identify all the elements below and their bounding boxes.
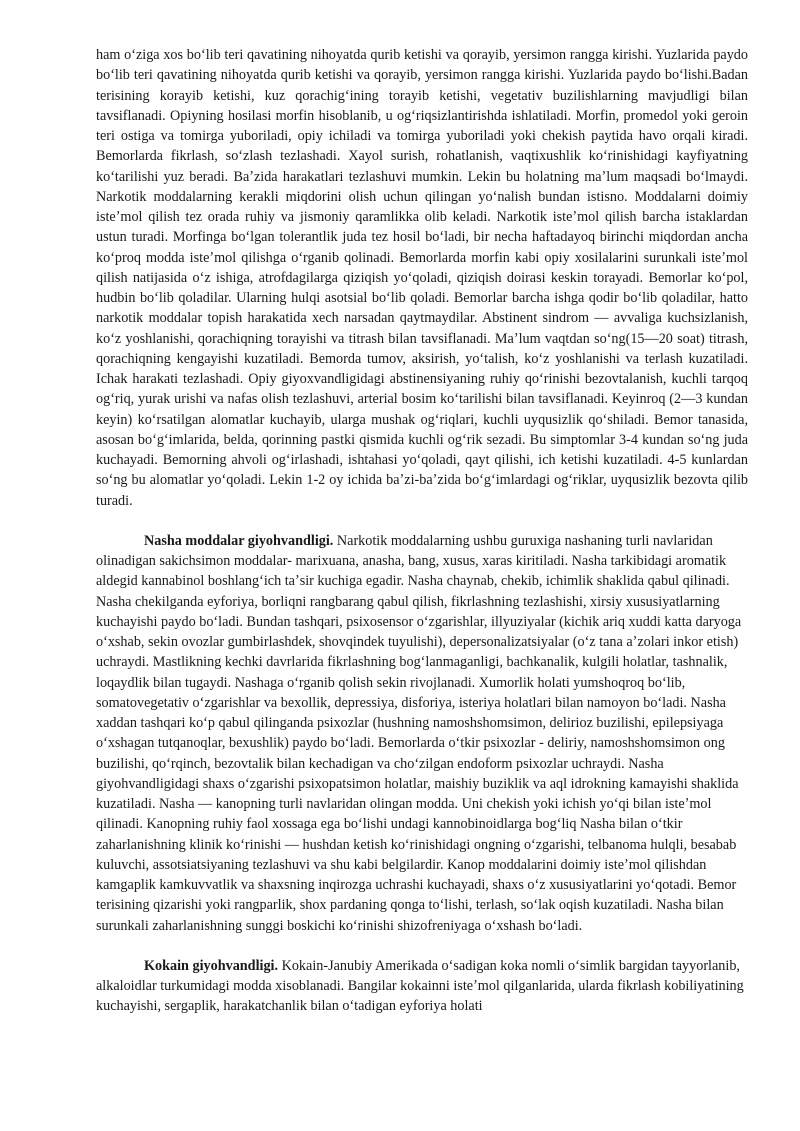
paragraph-gap [96,936,748,956]
nasha-paragraph [96,531,748,936]
kokain-paragraph [96,956,748,1017]
nasha-heading: Nasha moddalar giyohvandligi. [144,532,334,549]
opiy-paragraph-text: ham oʻziga xos boʻlib teri qavatining nihoyatda qurib ketishi va qorayib, yersimon rangga kirishi. Yuzlarida paydo boʻlib teri qavatining nihoyatda qurib ketishi va qorayib, yersimon rangga kirishi. Yuzlarida paydo boʻlishi.Badan terisining korayib ketishi, kuz qorachigʻining torayib ketishi, vegetativ buzilishlarning mavjudligi bilan tavsiflanadi. Opiyning hosilasi morfin hisoblanib, u ogʻriqsizlantirishda ishlatiladi. Morfin, promedol yoki geroin teri ostiga va tomirga yuboriladi, opiy ichiladi va tomirga yuboriladi yoki chekish paytida havo orqali kiradi. Bemorlarda fikrlash, soʻzlash tezlashadi. Xayol surish, rohatlanish, vaqtixushlik koʻrinishidagi kayfiyatning koʻtarilishi yuz beradi. Baʼzida harakatlari tezlashuvi mumkin. Lekin bu holatning maʼlum maqsadi boʻlmaydi. Narkotik moddalarning kerakli miqdorini olish uchun qilingan yoʻnalish bundan istisno. Moddalarni doimiy isteʼmol qilish tez orada ruhiy va jismoniy qaramlikka olib keladi. Narkotik isteʼmol qilish barcha istaklardan ustun turadi. Morfinga boʻlgan tolerantlik juda tez hosil boʻladi, bir necha haftadayoq birinchi miqdordan ancha koʻproq modda isteʼmol qilishga oʻrganib qolinadi. Bemorlarda morfin kabi opiy xosilalarini surunkali isteʼmol qilish natijasida oʻz ishiga, atrofdagilarga qiziqish yoʻqoladi, qiziqish doirasi keskin torayadi. Bemorlar koʻpol, hudbin boʻlib qoladilar. Ularning hulqi asotsial boʻlib qoladi. Bemorlar barcha ishga qodir boʻlib qoladilar, hatto narkotik moddalar topish harakatida xech narsadan qaytmaydilar. Abstinent sindrom — avvaliga kuchsizlanish, koʻz yoshlanishi, qorachiqning torayishi va titrash bilan tavsiflanadi. Maʼlum vaqtdan soʻng(15—20 soat) titrash, qorachiqning kengayishi kuzatiladi. Bemorda tumov, aksirish, yoʻtalish, koʻz yoshlanishi va terlash kuzatiladi. Ichak harakati tezlashadi. Opiy giyoxvandligidagi abstinensiyaning ruhiy qoʻrinishi bezovtalanish, kuchli tarqoq ogʻriq, yurak urishi va nafas olish tezlashuvi, arterial bosim koʻtarilishi bilan tavsiflanadi. Keyinroq (2—3 kundan keyin) koʻrsatilgan alomatlar kuchayib, ularga mushak ogʻriqlari, kuchli uyqusizlik qoʻshiladi. Bemor tanasida, asosan boʻgʻimlarida, belda, qorinning pastki qismida kuchli ogʻrik sezadi. Bu simptomlar 3-4 kundan soʻng juda kuchayadi. Bemorning ahvoli ogʻirlashadi, ishtahasi yoʻqoladi, qayt qilishi, ich ketishi kuzatiladi. 4-5 kunlardan soʻng bu alomatlar yoʻqoladi. Lekin 1-2 oy ichida baʼzi-baʼzida boʻgʻimlardagi ogʻriklar, uyqusizlik bezovta qilib turadi. [96,47,748,509]
paragraph-gap [96,511,748,531]
kokain-paragraph-text: Kokain-Janubiy Amerikada oʻsadigan koka nomli oʻsimlik bargidan tayyorlanib, alkaloidlar turkumidagi modda xisoblanadi. Bangilar kokainni isteʼmol qilganlarida, ularda fikrlash kobiliyatining kuchayishi, sergaplik, harakatchanlik bilan oʻtadigan eyforiya holati [96,957,744,1015]
opiy-paragraph [96,45,748,511]
nasha-paragraph-text: Narkotik moddalarning ushbu guruxiga nashaning turli navlaridan olinadigan sakichsimon moddalar- marixuana, anasha, bang, xusus, xaras kiritiladi. Nasha tarkibidagi aromatik aldegid kannabinol boshlangʻich taʼsir kuchiga egadir. Nasha chaynab, chekib, ichimlik shaklida qabul qilinadi. Nasha chekilganda eyforiya, borliqni rangbarang qabul qilish, fikrlashning tezlashishi, xirsiy xususiyatlarning kuchayishi paydo boʻladi. Bundan tashqari, psixosensor oʻzgarishlar, illyuziyalar (kichik ariq xuddi katta daryoga oʻxshab, sekin ovozlar gumbirlashdek, shovqindek tuyulishi), depersonalizatsiyalar (oʻz tana aʼzolari inkor etish) uchraydi. Mastlikning kechki davrlarida fikrlashning bogʻlanmaganligi, bachkanalik, kulgili holatlar, tashnalik, loqaydlik bilan tugaydi. Nashaga oʻrganib qolish sekin rivojlanadi. Xumorlik holati yumshoqroq boʻlib, somatovegetativ oʻzgarishlar va bexollik, depressiya, disforiya, isteriya holatlari bilan namoyon boʻladi. Nasha xaddan tashqari koʻp qabul qilinganda psixozlar (hushning namoshshomsimon, delirioz buzilishi, epilepsiyaga oʻxshagan tutqanoqlar, bexushlik) paydo boʻladi. Bemorlarda oʻtkir psixozlar - deliriy, namoshshomsimon ong buzilishi, qoʻrqinch, bezovtalik bilan kechadigan va choʻzilgan endoform psixozlar uchraydi. Nasha giyohvandligidagi shaxs oʻzgarishi psixopatsimon holatlar, maishiy buziklik va aql idrokning kamayishi shaklida kuzatiladi. Nasha — kanopning turli navlaridan olingan modda. Uni chekish yoki ichish yoʻqi bilan isteʼmol qilinadi. Kanopning ruhiy faol xossaga ega boʻlishi undagi kannobinoidlarga bogʻliq Nasha bilan oʻtkir zaharlanishning klinik koʻrinishi — hushdan ketish koʻrinishidagi ongning oʻzgarishi, telbanoma hulqli, besabab kuluvchi, assotsiatsiyaning tezlashuvi va shu kabi belgilardir. Kanop moddalarini doimiy isteʼmol qilishdan kamgaplik kamkuvvatlik va shaxsning inqirozga uchrashi kuchayadi, shaxs oʻz xususiyatlarini yoʻqotadi. Bemor terisining qizarishi yoki rangparlik, shox pardaning qonga toʻlishi, terlash, soʻlak oqish kuzatiladi. Nasha bilan surunkali zaharlanishning sunggi boskichi koʻrinishi shizofreniyaga oʻxshash boʻladi. [96,532,742,934]
kokain-heading: Kokain giyohvandligi. [144,957,279,974]
